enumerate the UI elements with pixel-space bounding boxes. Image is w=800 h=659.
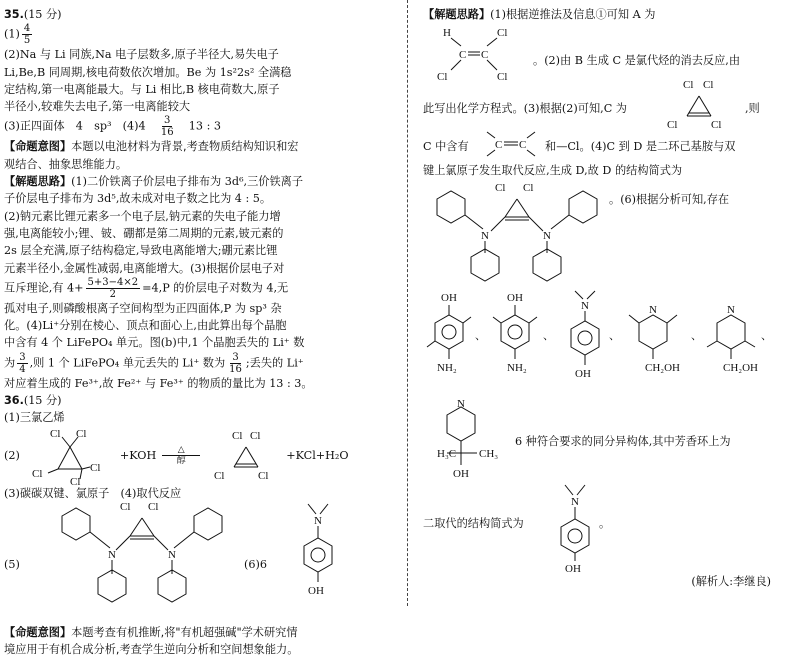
q35-a2-line: 半径小,较难失去电子,第一电离能较大 <box>4 100 191 114</box>
dicyclohexylamino-cyclopropene-structure <box>44 498 244 624</box>
svg-text:、: 、 <box>543 330 554 343</box>
svg-text:Cl: Cl <box>31 467 43 480</box>
svg-text:Cl: Cl <box>497 71 508 82</box>
fraction-num: 3 <box>164 115 171 127</box>
q36-header <box>4 392 390 409</box>
q35-a34 <box>4 115 390 138</box>
fraction-den: 16 <box>229 363 242 375</box>
q36-a1: (1)三氯乙烯 <box>4 411 65 425</box>
svg-text:C: C <box>519 139 527 151</box>
svg-text:Cl: Cl <box>148 500 159 513</box>
intent-text: 本题以电池材料为背景,考查物质结构知识和宏 <box>71 140 299 154</box>
svg-text:N: N <box>649 304 657 317</box>
idea-line: (1)二价铁离子价层电子排布为 3d⁶,三价铁离子 <box>71 175 304 189</box>
svg-text:Cl: Cl <box>495 182 506 195</box>
svg-text:Cl: Cl <box>75 427 87 440</box>
svg-text:OH: OH <box>575 368 591 381</box>
isomer-6-row <box>423 399 771 479</box>
q35-a4-fraction <box>159 115 176 138</box>
intent-text: 观结合、抽象思维能力。 <box>4 157 128 171</box>
idea-text: 。(2)由 B 生成 C 是氯代烃的消去反应,由 <box>533 54 741 67</box>
svg-text:OH: OH <box>453 468 469 480</box>
svg-text:H: H <box>443 27 451 39</box>
q36-a6-prefix: (6)6 <box>244 557 267 571</box>
svg-text:OH: OH <box>441 292 457 305</box>
q36-a34: (3)碳碳双键、氯原子 (4)取代反应 <box>4 486 182 500</box>
idea-text: 此写出化学方程式。(3)根据(2)可知,C 为 <box>423 102 627 115</box>
text: ;丢失的 Li⁺ <box>245 356 304 370</box>
idea-text: 6 种符合要求的同分异构体,其中芳香环上为 <box>515 435 731 449</box>
idea-line: 2s 层全充满,原子结构稳定,导致电离能增大;硼元素比锂 <box>4 244 278 258</box>
trichlorocyclopropene-structure <box>206 427 286 485</box>
idea-text: 和—Cl。(4)C 到 D 是二环己基胺与双 <box>545 140 736 153</box>
svg-text:、: 、 <box>691 330 702 343</box>
text: ,则 1 个 LiFePO₄ 单元丢失的 Li⁺ 数为 <box>29 356 226 370</box>
idea-line: 化。(4)Li⁺分别在棱心、顶点和面心上,由此算出每个晶胞 <box>4 319 287 333</box>
q36-a2-prefix: (2) <box>4 448 20 462</box>
svg-text:Cl: Cl <box>232 429 243 442</box>
idea-line: 孤对电子,则磷酸根离子空间构型为正四面体,P 为 sp³ 杂 <box>4 301 282 315</box>
trichloroethylene-structure <box>423 24 533 82</box>
q36-reaction <box>4 427 390 485</box>
fraction <box>17 352 27 375</box>
svg-text:OH: OH <box>507 292 523 305</box>
svg-text:CH₂OH: CH₂OH <box>723 362 759 375</box>
svg-text:Cl: Cl <box>49 427 61 440</box>
svg-text:Cl: Cl <box>89 461 101 474</box>
svg-text:Cl: Cl <box>214 469 225 482</box>
tetrachlorocyclopropene-structure <box>20 427 120 485</box>
q35-a2-line: (2)Na 与 Li 同族,Na 电子层数多,原子半径大,易失电子 <box>4 48 279 62</box>
idea-text: 。 <box>599 517 611 531</box>
idea-line: 元素半径小,金属性减弱,电离能增大。(3)根据价层电子对 <box>4 261 285 275</box>
q36-a56 <box>4 502 390 624</box>
svg-text:OH: OH <box>308 584 324 597</box>
idea-line: 对应着生成的 Fe³⁺,故 Fe²⁺ 与 Fe³⁺ 的物质的量比为 13 : 3。 <box>4 376 313 390</box>
svg-text:、: 、 <box>475 330 486 343</box>
q35-a1-fraction <box>22 23 32 46</box>
isomer-1 <box>427 292 471 374</box>
intent-text: 境应用于有机合成分析,考查学生逆向分析和空间想象能力。 <box>4 643 299 657</box>
svg-text:NH₂: NH₂ <box>507 362 527 375</box>
idea-tag: 【解题思路】 <box>4 175 72 189</box>
condition-heat: △ <box>177 445 185 456</box>
double-bond-group <box>481 128 543 162</box>
left-column <box>4 6 390 659</box>
svg-text:、: 、 <box>761 330 772 343</box>
fraction-num: 3 <box>232 351 239 363</box>
right-column <box>423 6 771 591</box>
svg-text:Cl: Cl <box>437 71 448 82</box>
intent-tag: 【命题意图】 <box>4 625 72 639</box>
isomer-6 <box>437 393 527 479</box>
right-p4 <box>423 132 771 162</box>
svg-text:N: N <box>727 304 735 317</box>
svg-text:Cl: Cl <box>523 182 534 195</box>
intent-text: 本题考查有机推断,将"有机超强碱"学术研究情 <box>71 625 298 639</box>
svg-text:Cl: Cl <box>711 119 722 131</box>
fraction-den: 4 <box>19 363 26 375</box>
idea-fraction-line <box>4 352 390 375</box>
reaction-arrow <box>162 445 200 466</box>
fraction-num: 5+3−4×2 <box>87 276 139 288</box>
q35-intent <box>4 138 390 155</box>
fraction-num: 4 <box>23 23 31 35</box>
svg-text:N: N <box>581 300 589 313</box>
q35-idea-first <box>4 173 390 190</box>
fraction <box>227 352 244 375</box>
q35-score: (15 分) <box>23 8 62 21</box>
q36-reagent: +KOH <box>119 448 157 462</box>
svg-text:Cl: Cl <box>497 27 508 39</box>
svg-text:C: C <box>495 139 503 151</box>
q35-number: 35. <box>4 8 24 21</box>
svg-text:N: N <box>108 548 116 561</box>
idea-text: 。(6)根据分析可知,存在 <box>609 193 730 207</box>
idea-line: 子价层电子排布为 3d⁵,故未成对电子数之比为 4 : 5。 <box>4 192 272 206</box>
idea-line: 中含有 4 个 LiFePO₄ 单元。图(b)中,1 个晶胞丢失的 Li⁺ 数 <box>4 336 305 350</box>
idea-text: 二取代的结构简式为 <box>423 517 524 531</box>
svg-text:N: N <box>168 548 176 561</box>
right-p1 <box>423 6 771 82</box>
idea-line: (2)钠元素比锂元素多一个电子层,钠元素的失电子能力增 <box>4 209 281 223</box>
dimethylaminophenol-structure <box>290 498 350 624</box>
q35-a2-line: 定结构,第一电离能最大。与 Li 相比,B 核电荷数大,原子 <box>4 82 280 96</box>
svg-text:Cl: Cl <box>683 79 694 91</box>
svg-text:N: N <box>457 398 465 411</box>
idea-formula-line <box>4 277 390 300</box>
svg-text:N: N <box>314 514 322 527</box>
q35-a2-line: Li,Be,B 同周期,核电荷数依次增加。Be 为 1s²2s² 全满稳 <box>4 65 292 79</box>
column-divider <box>407 0 408 606</box>
fraction-den: 16 <box>160 127 174 139</box>
svg-text:、: 、 <box>609 330 620 343</box>
isomer-3 <box>571 291 599 380</box>
idea-text: (1)根据逆推法及信息①可知 A 为 <box>490 8 656 21</box>
isomer-2 <box>493 292 537 374</box>
formula-pre: 互斥理论,有 4+ <box>4 281 84 295</box>
fraction-den: 2 <box>109 288 117 300</box>
svg-text:Cl: Cl <box>250 429 261 442</box>
svg-text:Cl: Cl <box>69 475 81 485</box>
vsepr-fraction <box>86 277 141 300</box>
q35-a3: (3)正四面体 4 sp³ (4)4 <box>4 119 146 133</box>
right-p1-line <box>423 6 771 23</box>
intent-tag: 【命题意图】 <box>4 140 72 154</box>
right-d-structure <box>423 179 771 289</box>
isomer-row <box>423 289 771 399</box>
svg-text:Cl: Cl <box>120 500 131 513</box>
isomer-4 <box>629 304 680 374</box>
q35-a1 <box>4 23 390 46</box>
svg-text:OH: OH <box>565 563 581 574</box>
svg-text:CH₃: CH₃ <box>479 448 499 461</box>
svg-text:Cl: Cl <box>703 79 714 91</box>
idea-text: C 中含有 <box>423 140 469 153</box>
svg-text:C: C <box>459 49 467 61</box>
d-structure <box>423 179 623 291</box>
q35-a4-ratio: 13 : 3 <box>188 119 222 133</box>
svg-text:N: N <box>481 230 489 243</box>
q35-header <box>4 6 390 23</box>
idea-text: 键上氯原子发生取代反应,生成 D,故 D 的结构简式为 <box>423 164 683 177</box>
c-structure-cyclopropene <box>659 76 739 132</box>
svg-text:NH₂: NH₂ <box>437 362 457 375</box>
svg-text:H₃C: H₃C <box>437 448 457 461</box>
formula-post: =4,P 的价层电子对数为 4,无 <box>142 281 289 295</box>
q36-a5-prefix: (5) <box>4 557 20 571</box>
svg-text:N: N <box>571 496 579 509</box>
final-row <box>423 479 771 573</box>
svg-text:C: C <box>481 49 489 61</box>
idea-text: ,则 <box>745 102 760 115</box>
q35-a1-prefix: (1) <box>4 27 20 41</box>
author-credit: (解析人:李继良) <box>691 575 771 589</box>
svg-text:CH₂OH: CH₂OH <box>645 362 681 375</box>
svg-text:N: N <box>543 230 551 243</box>
svg-text:Cl: Cl <box>258 469 269 482</box>
isomer-5 <box>707 304 758 374</box>
svg-text:Cl: Cl <box>667 119 678 131</box>
fraction-den: 5 <box>23 35 31 47</box>
text: 为 <box>4 356 16 370</box>
final-dimethylaminophenol <box>547 479 607 573</box>
idea-line: 强,电离能较小;锂、铍、硼都是第二周期的元素,铍元素的 <box>4 226 284 240</box>
fraction-num: 3 <box>19 351 26 363</box>
isomer-structures <box>423 289 773 399</box>
q36-score: (15 分) <box>23 394 62 408</box>
q36-intent <box>4 624 390 641</box>
q36-number: 36. <box>4 394 24 408</box>
idea-tag: 【解题思路】 <box>423 8 491 21</box>
condition-solvent: 醇 <box>176 456 186 467</box>
q36-byproducts: +KCl+H₂O <box>286 448 349 462</box>
right-p3 <box>423 79 771 132</box>
